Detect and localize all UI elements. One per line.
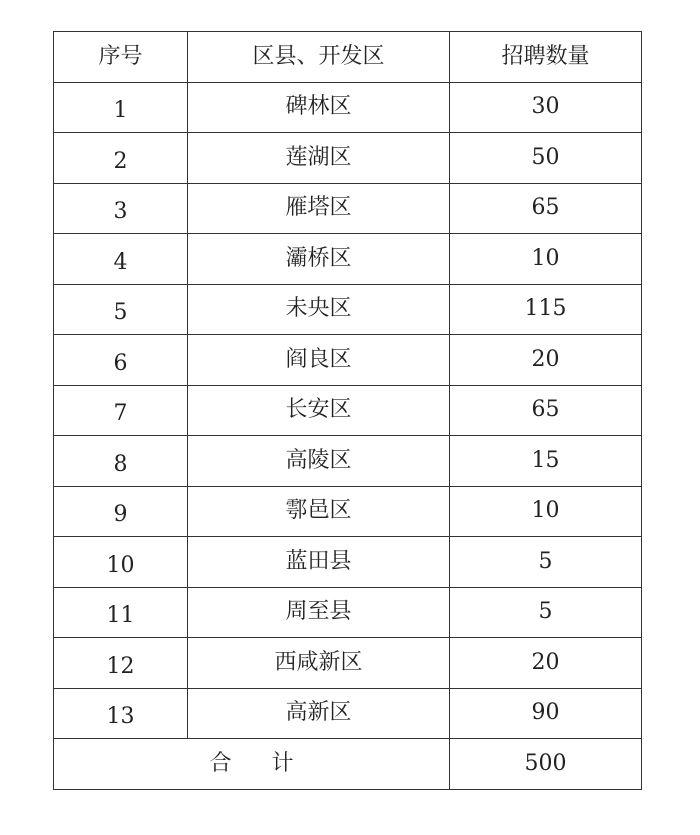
row-index [54,335,188,386]
row-index-text: 12 [106,653,135,679]
row-count: 5 [450,537,642,588]
row-count: 20 [450,638,642,689]
row-district: 鄠邑区 [188,486,450,537]
row-index [54,284,188,335]
table-row [54,234,642,285]
row-index [54,385,188,436]
row-index-text: 13 [106,704,135,730]
row-index [54,587,188,638]
table-row [54,284,642,335]
row-index-text: 3 [113,199,128,225]
table-row [54,587,642,638]
row-index-text: 5 [113,300,128,326]
row-index-text: 10 [106,552,135,578]
row-index-text: 4 [113,249,128,275]
row-index-text: 8 [113,451,128,477]
row-count: 5 [450,587,642,638]
row-count: 10 [450,486,642,537]
header-index: 序号 [54,32,188,83]
row-district: 长安区 [188,385,450,436]
table-row [54,537,642,588]
row-district: 高陵区 [188,436,450,487]
row-count: 65 [450,385,642,436]
row-count: 20 [450,335,642,386]
table-row [54,436,642,487]
table-row [54,183,642,234]
row-count: 90 [450,688,642,739]
row-district: 高新区 [188,688,450,739]
row-district: 阎良区 [188,335,450,386]
table-row [54,638,642,689]
row-index [54,486,188,537]
total-count: 500 [450,739,642,790]
row-index [54,183,188,234]
header-row [54,32,642,83]
table-row [54,335,642,386]
total-row [54,739,642,790]
row-index-text: 2 [113,148,128,174]
row-count: 15 [450,436,642,487]
table-row [54,486,642,537]
row-index [54,638,188,689]
table-row [54,133,642,184]
row-district: 蓝田县 [188,537,450,588]
row-district: 雁塔区 [188,183,450,234]
table-row [54,385,642,436]
row-index [54,537,188,588]
row-count: 30 [450,82,642,133]
row-district: 周至县 [188,587,450,638]
row-index [54,133,188,184]
header-district: 区县、开发区 [188,32,450,83]
row-count: 65 [450,183,642,234]
row-index-text: 1 [113,98,128,124]
row-index-text: 9 [113,502,128,528]
row-index [54,688,188,739]
row-district: 未央区 [188,284,450,335]
row-index-text: 11 [106,603,135,629]
row-index [54,234,188,285]
row-index [54,436,188,487]
table-row [54,688,642,739]
header-count: 招聘数量 [450,32,642,83]
recruitment-table [53,31,642,790]
row-count: 115 [450,284,642,335]
row-district: 碑林区 [188,82,450,133]
total-label: 合计 [54,739,450,790]
row-count: 50 [450,133,642,184]
row-count: 10 [450,234,642,285]
row-index [54,82,188,133]
row-district: 灞桥区 [188,234,450,285]
row-index-text: 7 [113,401,128,427]
row-district: 西咸新区 [188,638,450,689]
row-district: 莲湖区 [188,133,450,184]
row-index-text: 6 [113,350,128,376]
table-row [54,82,642,133]
